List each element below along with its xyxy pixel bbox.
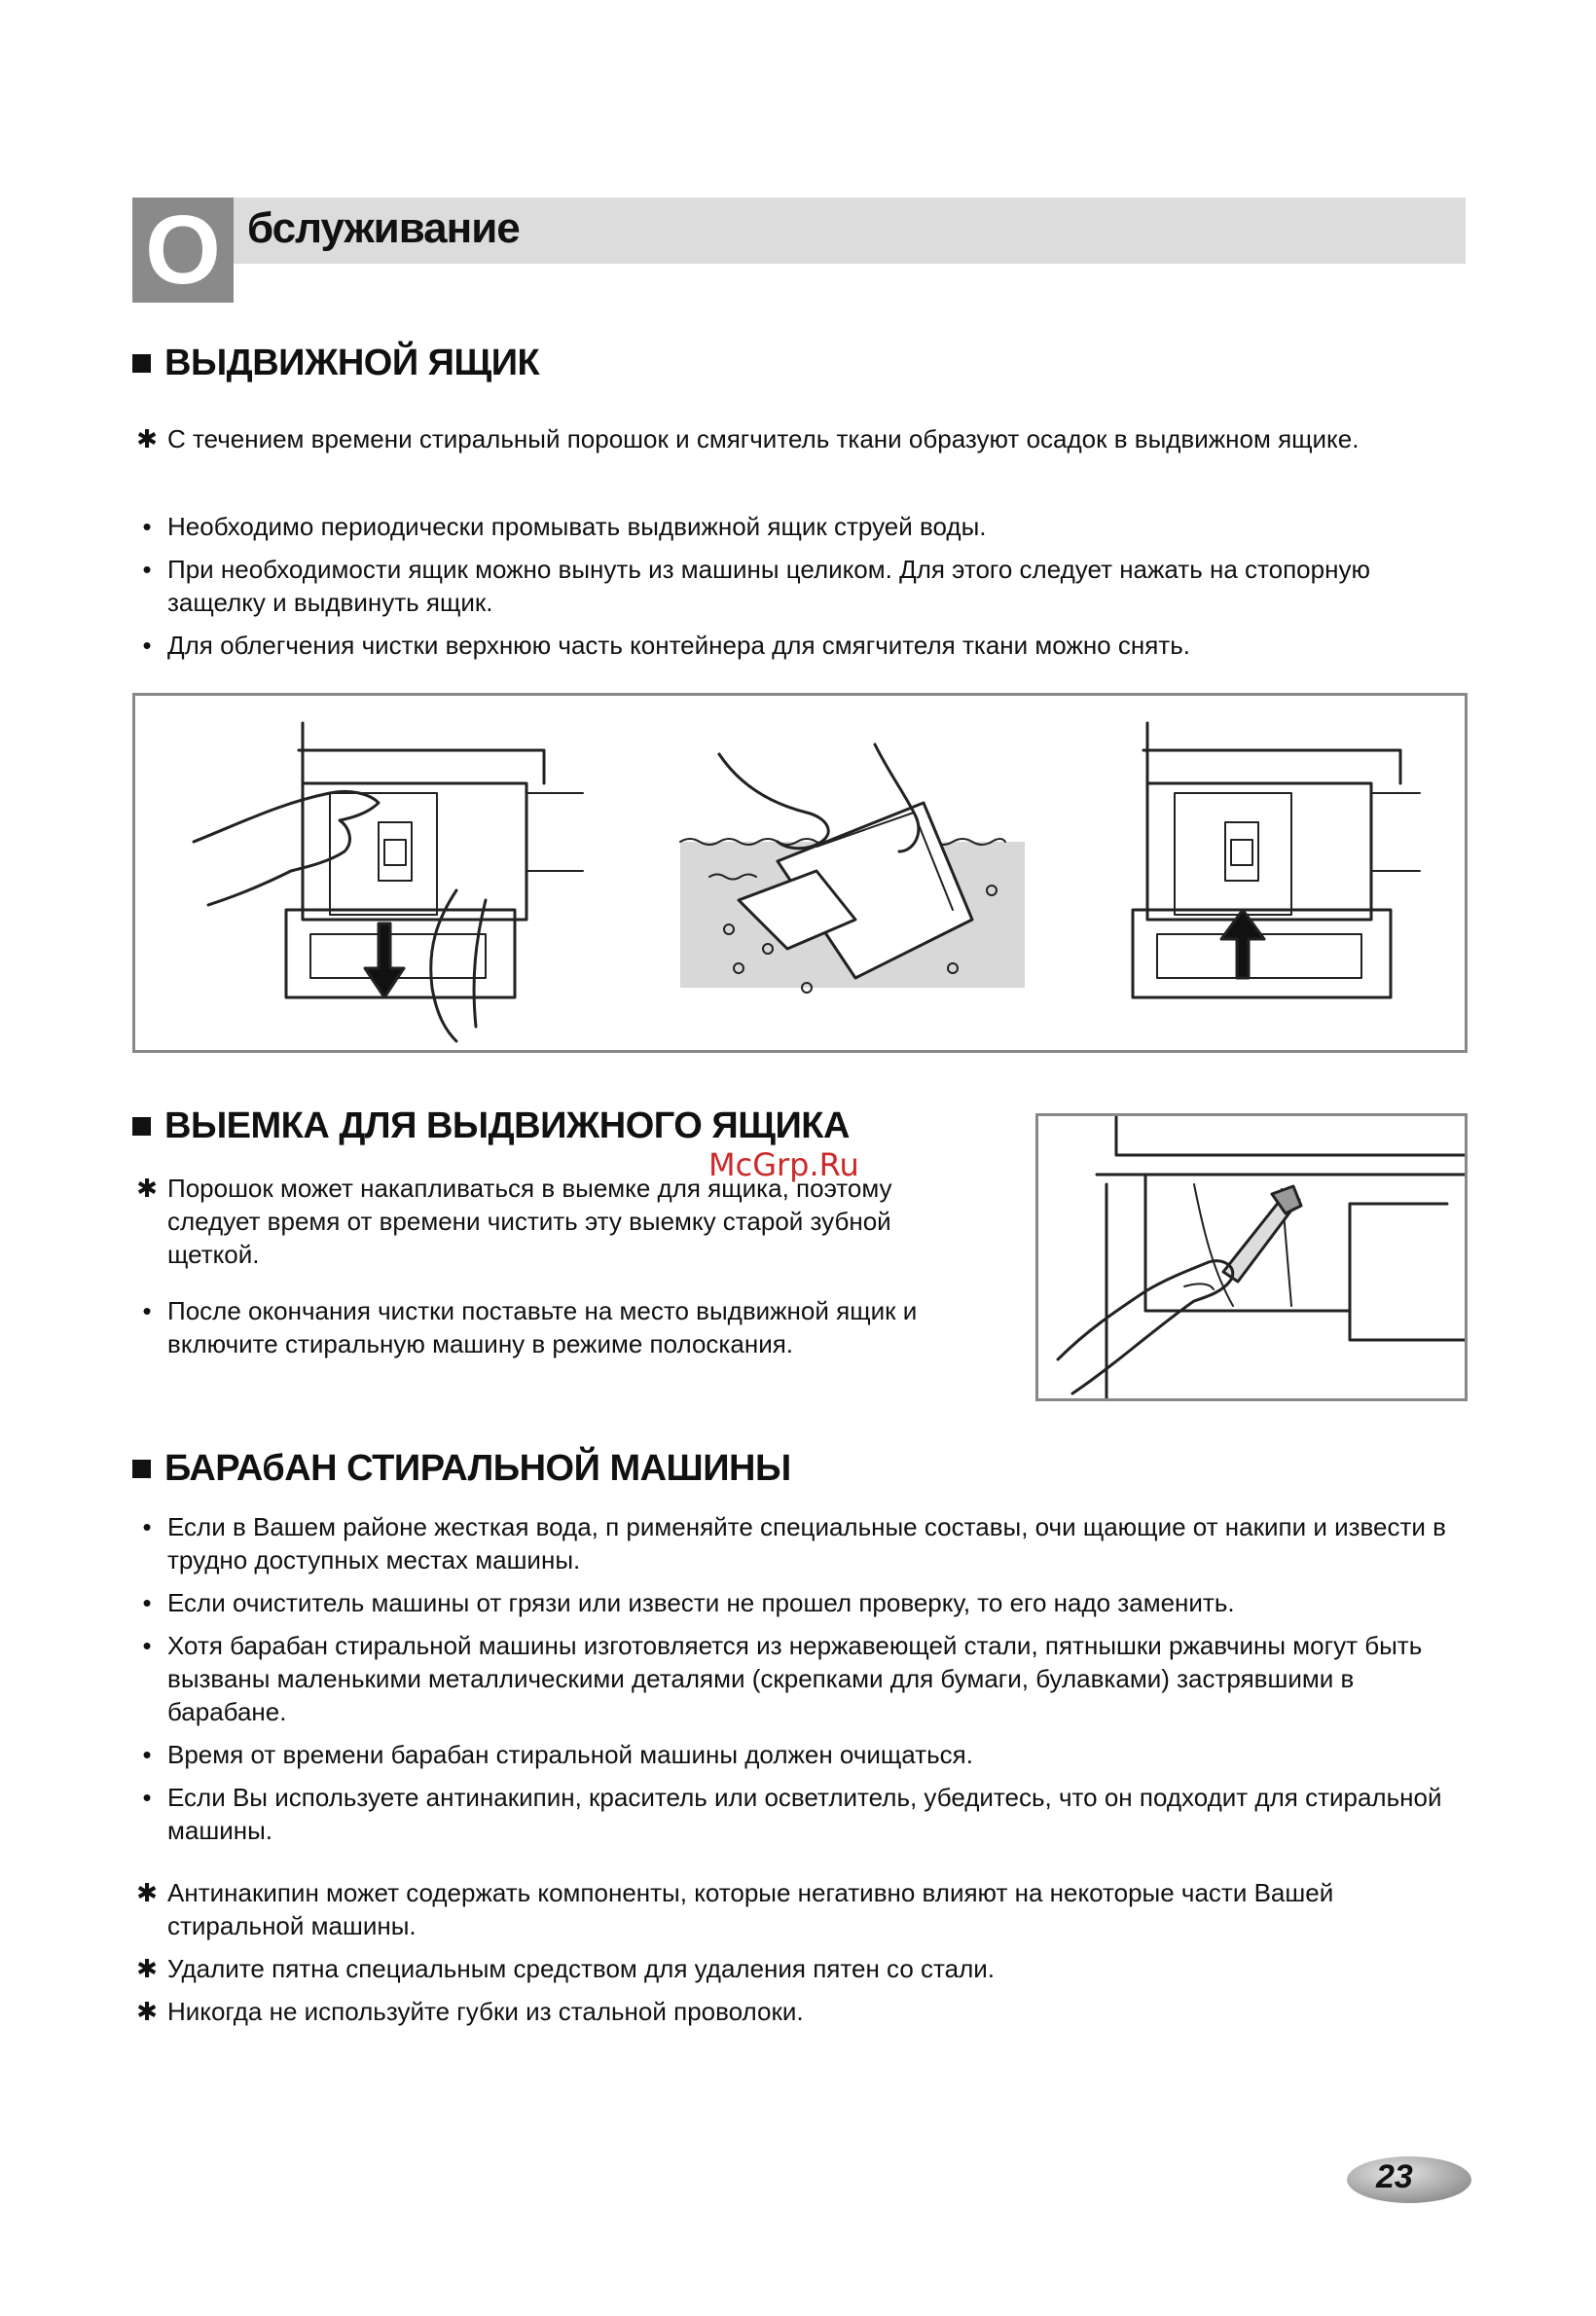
- bullet-icon: •: [142, 512, 152, 541]
- note-item: ✱ Удалите пятна специальным средством для удаления пятен со стали.: [132, 1952, 1475, 1985]
- page-title: бслуживание: [247, 204, 520, 252]
- asterisk-icon: ✱: [136, 1954, 158, 1983]
- square-bullet-icon: [132, 354, 151, 373]
- drawer-washing-illustration: [680, 744, 1025, 993]
- list-item: ✱ С течением времени стиральный порошок и смягчитель ткани образуют осадок в выдвижном ящике.: [132, 422, 1475, 455]
- bullet-icon: •: [142, 1783, 152, 1812]
- square-bullet-icon: [132, 1117, 151, 1136]
- list-item: • Если очиститель машины от грязи или извести не прошел проверку, то его надо заменить.: [132, 1586, 1475, 1619]
- header-letter: О: [145, 196, 221, 305]
- watermark: McGrp.Ru: [708, 1146, 859, 1183]
- bullet-icon: •: [142, 1588, 152, 1617]
- note-item: ✱ Никогда не используйте губки из стальной проволоки.: [132, 1995, 1475, 2028]
- recess-cleaning-illustration-panel: [1035, 1113, 1468, 1401]
- bullet-icon: •: [142, 1740, 152, 1769]
- bullet-icon: •: [142, 1296, 152, 1325]
- note-item: ✱ Антинакипин может содержать компоненты, которые негативно влияют на некоторые части Вашей стиральной машины.: [132, 1876, 1475, 1942]
- drawer-illustration-panel: [132, 693, 1468, 1053]
- asterisk-icon: ✱: [136, 1174, 158, 1203]
- list-item: • Хотя барабан стиральной машины изготовляется из нержавеющей стали, пятнышки ржавчины могут быть вызваны маленькими металлическими деталями (скрепками для бумаги, булавками) застрявшими в барабане.: [132, 1629, 1475, 1728]
- list-item: • Время от времени барабан стиральной машины должен очищаться.: [132, 1738, 1475, 1771]
- asterisk-icon: ✱: [136, 1997, 158, 2026]
- drawer-removal-illustration: [194, 723, 583, 1041]
- section-heading-drum: [132, 1448, 791, 1490]
- header-letter-block: [132, 198, 234, 303]
- section-title: ВЫЕМКА ДЛЯ ВЫДВИЖНОГО ЯЩИКА: [164, 1105, 850, 1146]
- list-item: • Если в Вашем районе жесткая вода, п рименяйте специальные составы, очи щающие от накипи и извести в трудно доступных местах машины.: [132, 1510, 1475, 1576]
- asterisk-icon: ✱: [136, 424, 158, 453]
- section-title: БАРАбАН СТИРАЛЬНОЙ МАШИНЫ: [164, 1448, 791, 1489]
- page-number: 23: [1376, 2158, 1413, 2195]
- list-item: ✱ Порошок может накапливаться в выемке для ящика, поэтому следует время от времени чистить эту выемку старой зубной щеткой.: [132, 1172, 969, 1271]
- section-title: ВЫДВИЖНОЙ ЯЩИК: [164, 343, 540, 383]
- bullet-icon: •: [142, 555, 152, 584]
- bullet-icon: •: [142, 631, 152, 660]
- recess-cleaning-illustration: [1038, 1116, 1465, 1398]
- drawer-illustrations: [135, 696, 1465, 1050]
- asterisk-icon: ✱: [136, 1878, 158, 1907]
- section-heading-drawer: [132, 343, 539, 384]
- square-bullet-icon: [132, 1460, 151, 1478]
- list-item: • При необходимости ящик можно вынуть из машины целиком. Для этого следует нажать на стопорную защелку и выдвинуть ящик.: [132, 553, 1475, 619]
- list-item: • Для облегчения чистки верхнюю часть контейнера для смягчителя ткани можно снять.: [132, 629, 1475, 662]
- bullet-icon: •: [142, 1631, 152, 1660]
- drawer-insertion-illustration: [1133, 723, 1420, 997]
- list-item: • Необходимо периодически промывать выдвижной ящик струей воды.: [132, 510, 1475, 543]
- list-item: • Если Вы используете антинакипин, краситель или осветлитель, убедитесь, что он подходит для стиральной машины.: [132, 1781, 1475, 1847]
- list-item: • После окончания чистки поставьте на место выдвижной ящик и включите стиральную машину в режиме полоскания.: [132, 1294, 969, 1360]
- bullet-icon: •: [142, 1512, 152, 1541]
- section-heading-recess: [132, 1105, 850, 1147]
